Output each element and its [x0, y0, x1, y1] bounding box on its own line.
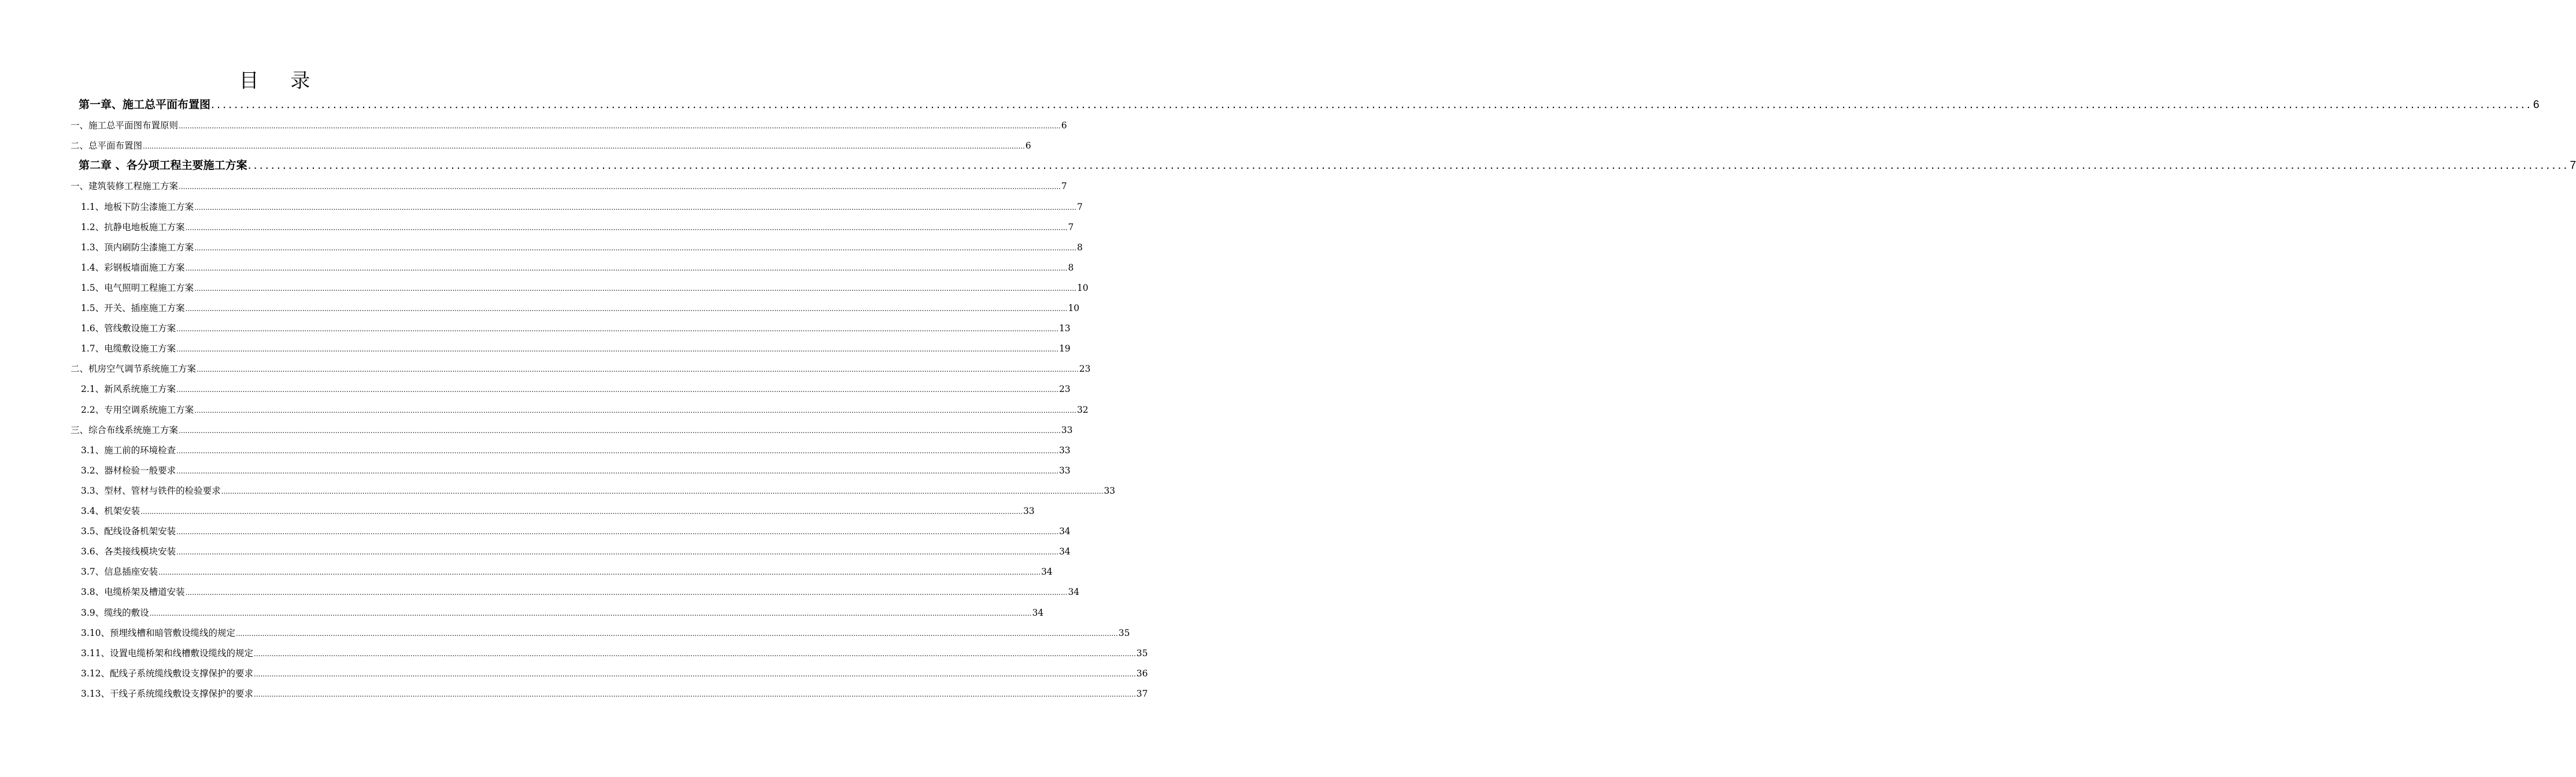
- toc-entry-label: 3.3、型材、管材与铁件的检验要求: [81, 485, 221, 496]
- toc-entry[interactable]: [81, 443, 1071, 456]
- toc-entry-label: 3.5、配线设备机架安装: [81, 526, 176, 537]
- toc-entry-label: 3.13、干线子系统缆线敷设支撑保护的要求: [81, 688, 254, 699]
- toc-page-number: 6: [1061, 120, 1067, 131]
- toc-chapter-entry[interactable]: [79, 96, 2540, 112]
- toc-entry[interactable]: [81, 321, 1071, 334]
- toc-entry-label: 3.10、预埋线槽和暗管敷设缆线的规定: [81, 627, 236, 638]
- toc-entry-label: 第一章、施工总平面布置图: [79, 98, 211, 111]
- toc-entry-label: 3.9、缆线的敷设: [81, 607, 149, 618]
- toc-page-number: 34: [1041, 567, 1053, 578]
- toc-page-number: 35: [1136, 648, 1148, 658]
- toc-entry-label: 3.1、施工前的环境检查: [81, 445, 176, 456]
- toc-page-number: 32: [1076, 404, 1089, 415]
- dot-leader: ................................................................................................................................................................................................................................................................................................................................................................................................................: [197, 365, 1079, 374]
- dot-leader: ................................................................................................................................................................................................................................................................................................................................................................................................................: [254, 690, 1136, 698]
- toc-entry-label: 3.7、信息插座安装: [81, 567, 158, 578]
- dot-leader: ................................................................................................................................................................................................................................................................................................................................................................................................................: [176, 325, 1058, 334]
- dot-leader: ................................................................................................................................................................................................................................................................................................................................................................................................................: [179, 122, 1061, 131]
- toc-entry[interactable]: [81, 342, 1071, 354]
- toc-entry-label: 1.1、地板下防尘漆施工方案: [81, 201, 194, 212]
- toc-entry-label: 1.2、抗静电地板施工方案: [81, 221, 185, 232]
- toc-page-number: 6: [1025, 140, 1031, 151]
- toc-entry-label: 3.2、器材检验一般要求: [81, 465, 176, 476]
- toc-page-number: 7: [1061, 181, 1067, 192]
- toc-entry-label: 第二章 、各分项工程主要施工方案: [79, 159, 247, 172]
- toc-entry[interactable]: [81, 524, 1071, 537]
- toc-entry[interactable]: [81, 382, 1071, 395]
- dot-leader: ................................................................................................................................................................................................................................................................................................................................................................................................................: [194, 406, 1076, 415]
- toc-title: 目 录: [239, 69, 323, 92]
- toc-entry[interactable]: [81, 646, 1148, 659]
- toc-entry-label: 1.4、彩钢板墙面施工方案: [81, 262, 185, 273]
- dot-leader: ................................................................................................................................................................................................................................................................................................................................................................................................................: [194, 284, 1076, 293]
- dot-leader: ................................................................................................................................................................................................................................................................................................................................................................................................................: [194, 243, 1076, 252]
- toc-entry-label: 二、总平面布置图: [71, 140, 143, 151]
- toc-page-number: 13: [1058, 323, 1071, 334]
- toc-entry[interactable]: [81, 667, 1148, 679]
- toc-entry-label: 3.4、机架安装: [81, 506, 140, 516]
- dot-leader: ................................................................................................................................................................................................................................................................................................................................................................................................................: [140, 508, 1023, 516]
- toc-page-number: 34: [1058, 526, 1071, 537]
- toc-page-number: 34: [1068, 587, 1080, 598]
- toc-page-number: 23: [1058, 384, 1071, 395]
- toc-page-number: 8: [1076, 242, 1083, 253]
- toc-page-number: 37: [1136, 688, 1148, 699]
- toc-entry-label: 3.11、设置电缆桥架和线槽敷设缆线的规定: [81, 648, 254, 658]
- dot-leader: ................................................................................................................................................................................................................................................................................................................................................................................................................: [236, 629, 1118, 638]
- toc-page-number: 33: [1023, 506, 1035, 516]
- toc-entry[interactable]: [71, 139, 1031, 151]
- dot-leader: ................................................................................................................................................................................................................................................................................................................................................................................................................: [149, 609, 1032, 617]
- toc-entry-label: 1.3、顶内刷防尘漆施工方案: [81, 242, 194, 253]
- toc-page-number: 33: [1058, 465, 1071, 476]
- toc-entry[interactable]: [81, 585, 1080, 598]
- toc-entry-label: 2.1、新风系统施工方案: [81, 384, 176, 395]
- toc-entry[interactable]: [81, 545, 1071, 557]
- dot-leader: ................................................................................................................................................................................................................................................................................................................................................................................................................: [143, 142, 1025, 151]
- toc-entry[interactable]: [81, 606, 1044, 619]
- dot-leader: ................................................................................................................................................................................................................................................................................................................................................................................................................: [179, 183, 1061, 191]
- toc-page-number: 35: [1118, 627, 1130, 638]
- toc-entry-label: 三、综合布线系统施工方案: [71, 424, 179, 435]
- dot-leader: ................................................................................................................................................................................................................................................................................................................................................................................................................: [221, 487, 1104, 495]
- toc-entry-label: 2.2、专用空调系统施工方案: [81, 404, 194, 415]
- dot-leader: ................................................................................................................................................................................................................................................................................................................................................................................................................: [176, 528, 1058, 536]
- toc-page-number: 10: [1076, 282, 1089, 293]
- toc-page-number: 34: [1032, 607, 1044, 618]
- toc-entry-label: 一、建筑装修工程施工方案: [71, 181, 179, 192]
- toc-entry[interactable]: [71, 179, 1067, 192]
- toc-page-number: 7: [2570, 160, 2576, 172]
- toc-page-number: 33: [1104, 485, 1116, 496]
- toc-page-number: 36: [1136, 668, 1148, 679]
- dot-leader: ................................................................................................................................................................................................................................................................................................................................................................................................................: [211, 98, 2533, 111]
- toc-entry[interactable]: [81, 240, 1083, 253]
- toc-entry-label: 3.12、配线子系统缆线敷设支撑保护的要求: [81, 668, 254, 679]
- toc-entry-label: 3.6、各类接线模块安装: [81, 546, 176, 557]
- toc-entry[interactable]: [81, 261, 1074, 273]
- dot-leader: ................................................................................................................................................................................................................................................................................................................................................................................................................: [247, 159, 2570, 172]
- toc-entry[interactable]: [81, 220, 1074, 233]
- dot-leader: ................................................................................................................................................................................................................................................................................................................................................................................................................: [158, 568, 1041, 577]
- toc-entry[interactable]: [81, 626, 1130, 639]
- toc-page-number: 7: [1068, 221, 1074, 232]
- toc-entry-label: 1.5、电气照明工程施工方案: [81, 282, 194, 293]
- toc-entry[interactable]: [81, 504, 1035, 517]
- toc-entry[interactable]: [81, 565, 1053, 578]
- toc-chapter-entry[interactable]: [79, 157, 2576, 172]
- toc-page-number: 8: [1068, 262, 1074, 273]
- dot-leader: ................................................................................................................................................................................................................................................................................................................................................................................................................: [176, 467, 1058, 475]
- toc-page-number: 33: [1058, 445, 1071, 456]
- toc-entry[interactable]: [81, 200, 1083, 213]
- toc-entry-label: 二、机房空气调节系统施工方案: [71, 364, 197, 375]
- toc-entry-label: 1.6、管线敷设施工方案: [81, 323, 176, 334]
- toc-entry[interactable]: [81, 301, 1080, 314]
- toc-entry[interactable]: [71, 362, 1091, 375]
- dot-leader: ................................................................................................................................................................................................................................................................................................................................................................................................................: [185, 264, 1068, 272]
- toc-page-number: 10: [1068, 303, 1080, 313]
- toc-page-number: 19: [1058, 343, 1071, 354]
- dot-leader: ................................................................................................................................................................................................................................................................................................................................................................................................................: [254, 669, 1136, 678]
- toc-entry[interactable]: [81, 687, 1148, 700]
- dot-leader: ................................................................................................................................................................................................................................................................................................................................................................................................................: [254, 649, 1136, 658]
- dot-leader: ................................................................................................................................................................................................................................................................................................................................................................................................................: [179, 426, 1061, 435]
- toc-entry-label: 3.8、电缆桥架及槽道安装: [81, 587, 185, 598]
- toc-entry[interactable]: [71, 423, 1073, 436]
- dot-leader: ................................................................................................................................................................................................................................................................................................................................................................................................................: [176, 386, 1058, 394]
- dot-leader: ................................................................................................................................................................................................................................................................................................................................................................................................................: [194, 203, 1076, 212]
- toc-entry[interactable]: [71, 119, 1067, 131]
- toc-entry-label: 1.5、开关、插座施工方案: [81, 303, 185, 313]
- toc-entry[interactable]: [81, 464, 1071, 476]
- toc-page-number: 7: [1076, 201, 1083, 212]
- dot-leader: ................................................................................................................................................................................................................................................................................................................................................................................................................: [176, 446, 1058, 455]
- dot-leader: ................................................................................................................................................................................................................................................................................................................................................................................................................: [176, 345, 1058, 354]
- toc-page-number: 34: [1058, 546, 1071, 557]
- toc-entry[interactable]: [81, 281, 1089, 294]
- toc-page-number: 6: [2533, 99, 2540, 111]
- dot-leader: ................................................................................................................................................................................................................................................................................................................................................................................................................: [185, 305, 1068, 313]
- toc-entry-label: 一、施工总平面图布置原则: [71, 120, 179, 131]
- dot-leader: ................................................................................................................................................................................................................................................................................................................................................................................................................: [185, 223, 1068, 232]
- toc-entry[interactable]: [81, 403, 1089, 416]
- dot-leader: ................................................................................................................................................................................................................................................................................................................................................................................................................: [176, 548, 1058, 557]
- toc-page-number: 33: [1061, 424, 1073, 435]
- toc-page-number: 23: [1079, 364, 1091, 375]
- toc-entry[interactable]: [81, 484, 1116, 497]
- toc-entry-label: 1.7、电缆敷设施工方案: [81, 343, 176, 354]
- dot-leader: ................................................................................................................................................................................................................................................................................................................................................................................................................: [185, 589, 1068, 597]
